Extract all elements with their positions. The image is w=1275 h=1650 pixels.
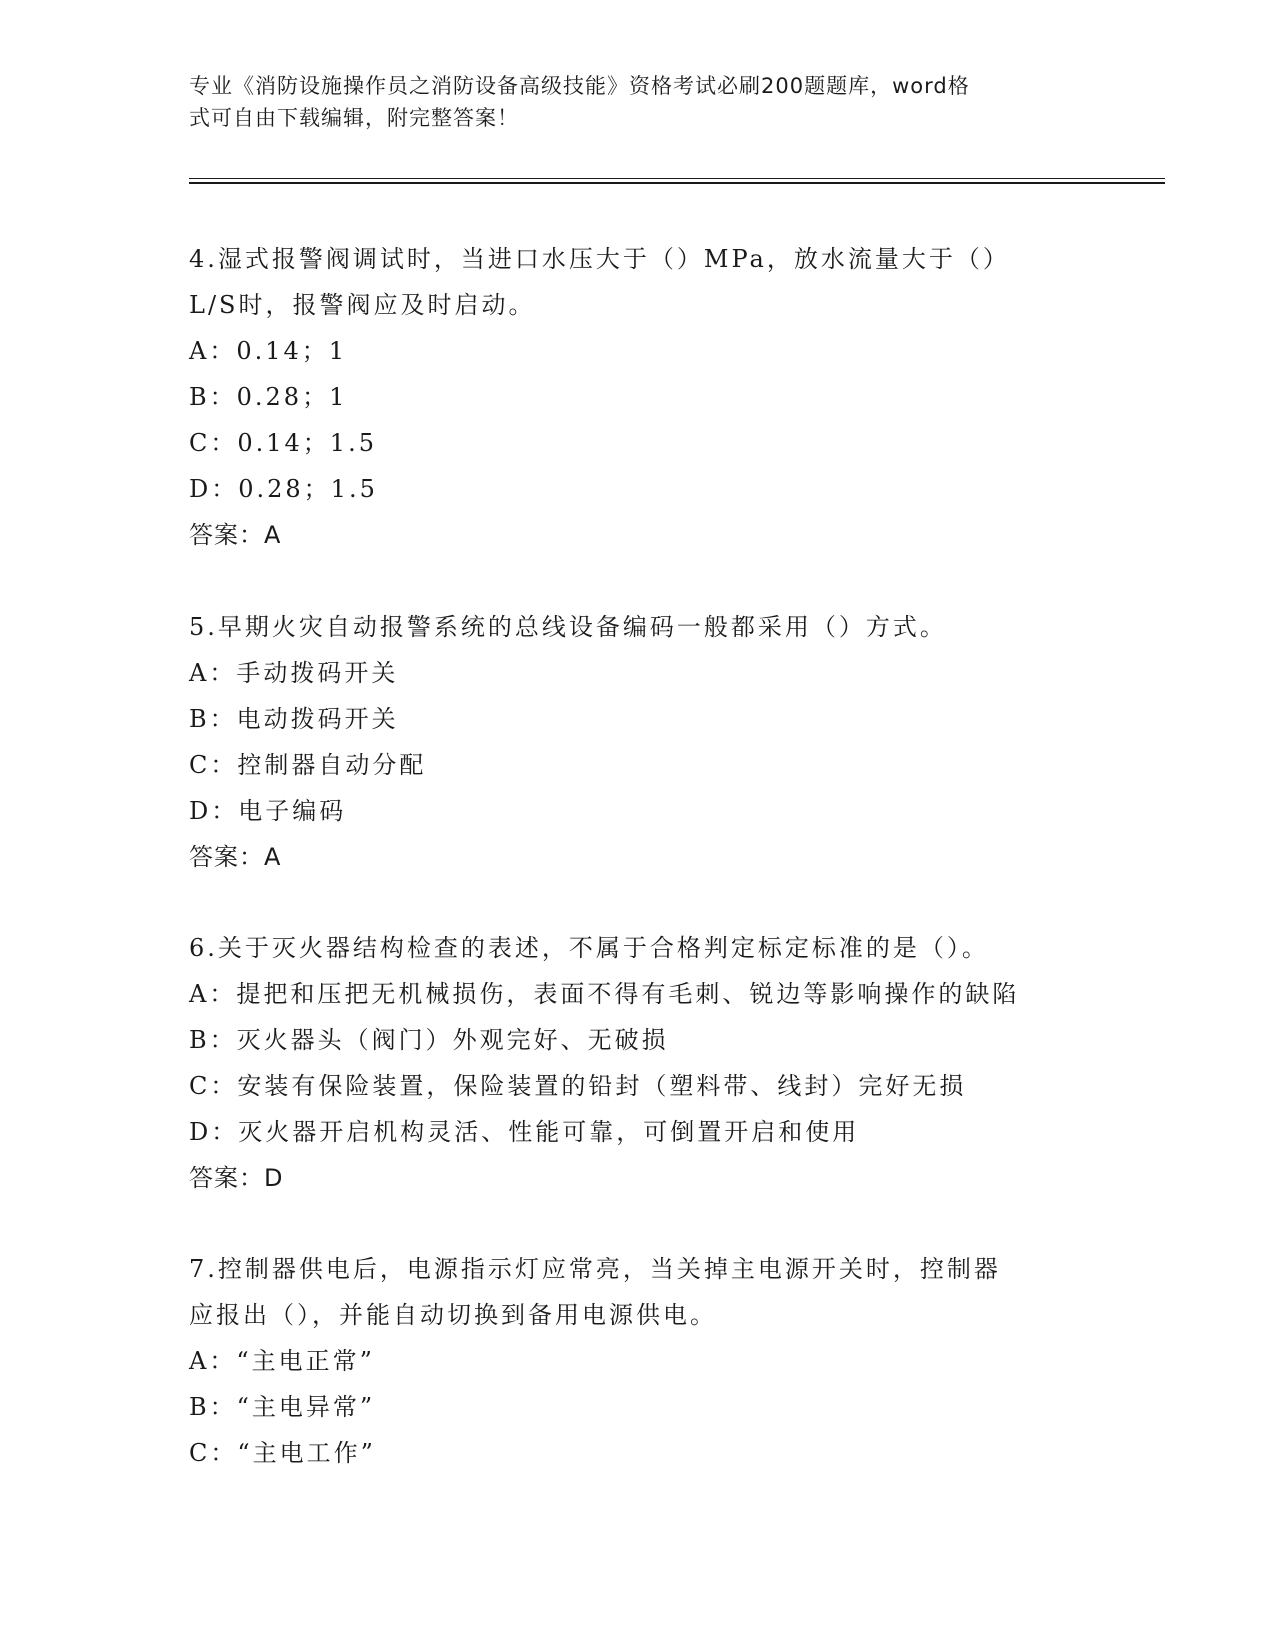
option-b: B：灭火器头（阀门）外观完好、无破损 xyxy=(189,1026,669,1054)
question-7 xyxy=(189,1246,1089,1476)
option-c: C：“主电工作” xyxy=(189,1439,376,1467)
option-c: C：安装有保险装置，保险装置的铅封（塑料带、线封）完好无损 xyxy=(189,1072,967,1100)
option-a: A：0.14；1 xyxy=(189,337,348,365)
option-a: A：“主电正常” xyxy=(189,1347,375,1375)
option-d: D：0.28；1.5 xyxy=(189,475,378,503)
question-stem: 5.早期火灾自动报警系统的总线设备编码一般都采用（）方式。 xyxy=(189,613,947,641)
answer: 答案：A xyxy=(189,521,282,549)
option-a: A：提把和压把无机械损伤，表面不得有毛刺、锐边等影响操作的缺陷 xyxy=(189,980,1020,1008)
option-d: D：灭火器开启机构灵活、性能可靠，可倒置开启和使用 xyxy=(189,1118,860,1146)
option-b: B：“主电异常” xyxy=(189,1393,376,1421)
document-header xyxy=(189,70,1079,134)
question-stem: 6.关于灭火器结构检查的表述，不属于合格判定标定标准的是（）。 xyxy=(189,934,989,962)
option-c: C：0.14；1.5 xyxy=(189,429,377,457)
header-divider-thin xyxy=(189,178,1165,179)
option-d: D：电子编码 xyxy=(189,797,347,825)
header-divider-thick xyxy=(189,182,1165,184)
option-c: C：控制器自动分配 xyxy=(189,751,427,779)
question-4 xyxy=(189,236,1089,558)
question-stem: L/S时，报警阀应及时启动。 xyxy=(189,291,536,319)
question-stem: 应报出（），并能自动切换到备用电源供电。 xyxy=(189,1301,717,1329)
option-b: B：电动拨码开关 xyxy=(189,705,399,733)
header-line-2: 式可自由下载编辑，附完整答案！ xyxy=(189,106,519,130)
question-6 xyxy=(189,925,1089,1201)
question-stem: 4.湿式报警阀调试时，当进口水压大于（）MPa，放水流量大于（） xyxy=(189,245,1010,273)
answer: 答案：A xyxy=(189,843,282,871)
option-a: A：手动拨码开关 xyxy=(189,659,399,687)
header-line-1: 专业《消防设施操作员之消防设备高级技能》资格考试必刷200题题库，word格 xyxy=(189,74,970,98)
question-5 xyxy=(189,604,1089,880)
answer: 答案：D xyxy=(189,1164,284,1192)
question-stem: 7.控制器供电后，电源指示灯应常亮，当关掉主电源开关时，控制器 xyxy=(189,1255,1001,1283)
option-b: B：0.28；1 xyxy=(189,383,348,411)
